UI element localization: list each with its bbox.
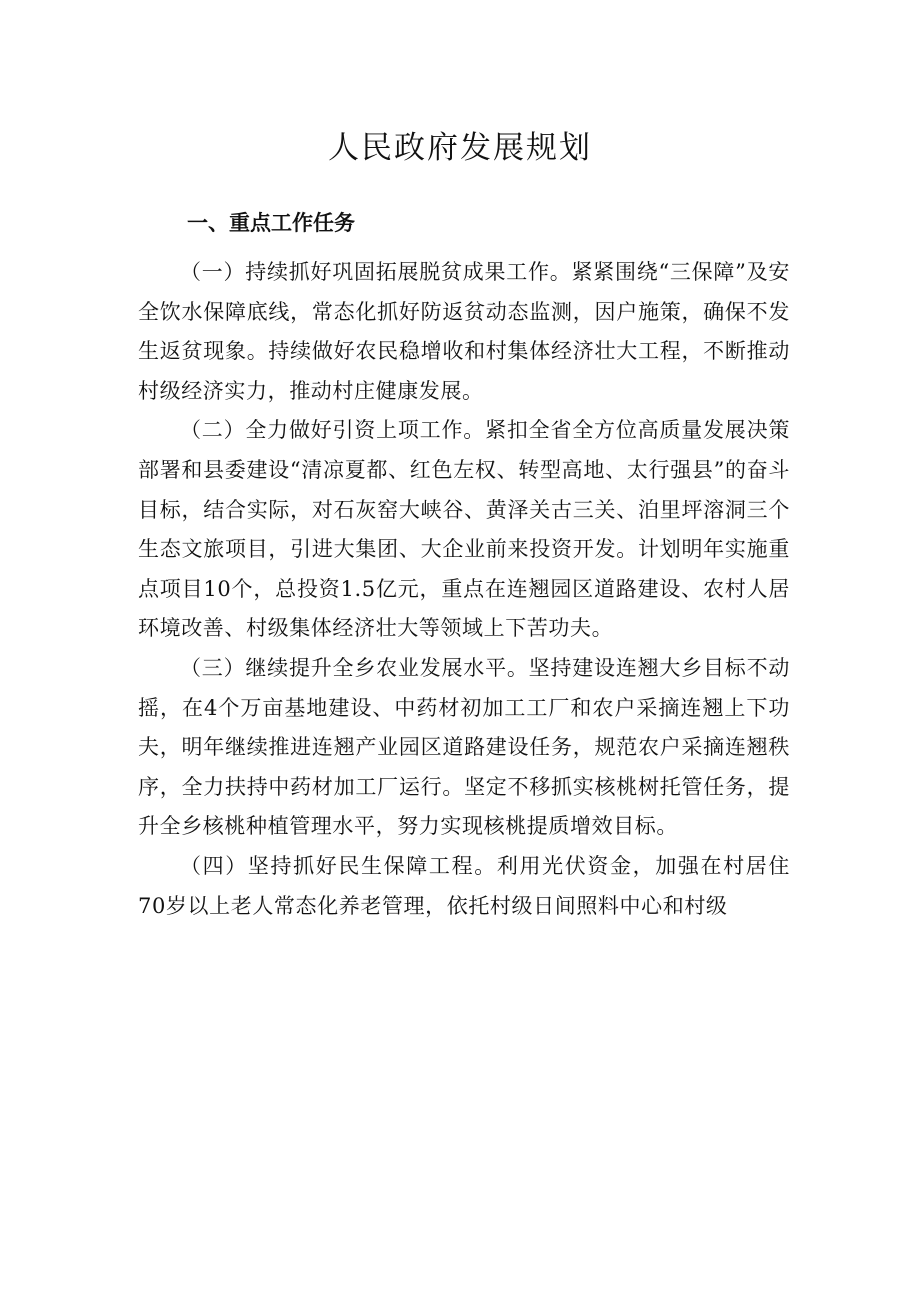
- paragraph-2: （二）全力做好引资上项工作。紧扣全省全方位高质量发展决策部署和县委建设“清凉夏都、红色左权、转型高地、太行强县”的奋斗目标，结合实际，对石灰窑大峡谷、黄泽关古三关、泊里坪溶洞三个生态文旅项目，引进大集团、大企业前来投资开发。计划明年实施重点项目10个，总投资1.5亿元，重点在连翘园区道路建设、农村人居环境改善、村级集体经济壮大等领域上下苦功夫。: [138, 418, 790, 641]
- section-heading: 一、重点工作任务: [187, 211, 355, 235]
- paragraph-3: （三）继续提升全乡农业发展水平。坚持建设连翘大乡目标不动摇，在4个万亩基地建设、中药材初加工工厂和农户采摘连翘上下功夫，明年继续推进连翘产业园区道路建设任务，规范农户采摘连翘秩序，全力扶持中药材加工厂运行。坚定不移抓实核桃树托管任务，提升全乡核桃种植管理水平，努力实现核桃提质增效目标。: [138, 655, 790, 839]
- paragraph-1: （一）持续抓好巩固拓展脱贫成果工作。紧紧围绕“三保障”及安全饮水保障底线，常态化抓好防返贫动态监测，因户施策，确保不发生返贫现象。持续做好农民稳增收和村集体经济壮大工程，不断推动村级经济实力，推动村庄健康发展。: [138, 260, 790, 403]
- document-title: 人民政府发展规划: [328, 130, 592, 166]
- paragraph-4: （四）坚持抓好民生保障工程。利用光伏资金，加强在村居住70岁以上老人常态化养老管理，依托村级日间照料中心和村级: [138, 853, 790, 918]
- document-body: [138, 253, 790, 926]
